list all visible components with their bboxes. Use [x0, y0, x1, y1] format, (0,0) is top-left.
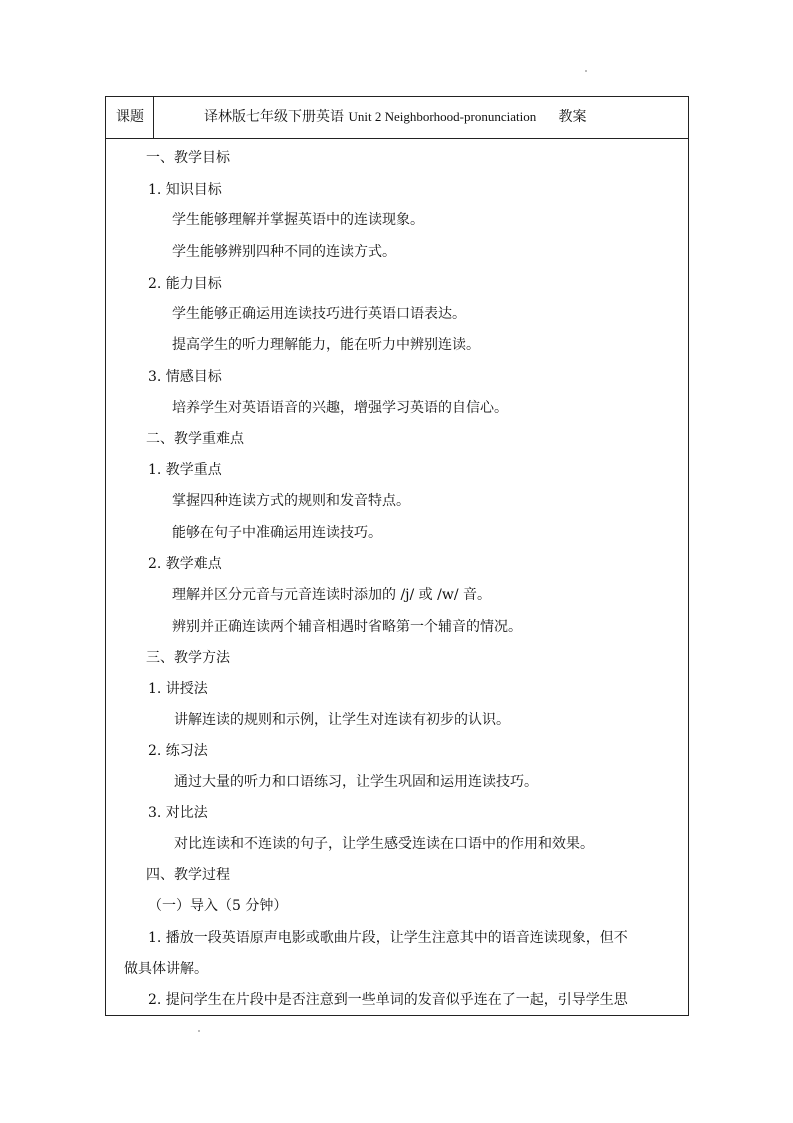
- title-latin: Unit 2 Neighborhood-pronunciation: [348, 109, 537, 124]
- title-cn-suffix: 教案: [558, 109, 587, 125]
- lesson-plan-table: [105, 96, 689, 1016]
- subsection-heading: 1. 教学重点: [148, 462, 222, 478]
- content-line: 学生能够正确运用连读技巧进行英语口语表达。: [172, 306, 466, 322]
- content-line: 理解并区分元音与元音连读时添加的 /j/ 或 /w/ 音。: [172, 587, 491, 603]
- subsection-heading: 2. 练习法: [148, 743, 208, 759]
- subsection-heading: 1. 知识目标: [148, 182, 222, 198]
- subsection-heading: 3. 情感目标: [148, 369, 222, 385]
- content-line: 学生能够辨别四种不同的连读方式。: [172, 244, 396, 260]
- lesson-body: [106, 139, 688, 1016]
- header-label: 课题: [116, 109, 144, 125]
- section-heading: 三、教学方法: [146, 650, 230, 666]
- content-line: 通过大量的听力和口语练习，让学生巩固和运用连读技巧。: [174, 774, 538, 790]
- section-heading: 一、教学目标: [146, 150, 230, 166]
- lesson-title: [204, 106, 586, 126]
- section-heading: 四、教学过程: [146, 867, 230, 883]
- stray-mark-bottom: [198, 1030, 200, 1032]
- subsection-heading: 3. 对比法: [148, 805, 208, 821]
- content-line: 培养学生对英语语音的兴趣，增强学习英语的自信心。: [172, 400, 508, 416]
- content-line: 学生能够理解并掌握英语中的连读现象。: [172, 212, 424, 228]
- subsection-heading: 1. 讲授法: [148, 681, 208, 697]
- paragraph-line: 2. 提问学生在片段中是否注意到一些单词的发音似乎连在了一起，引导学生思: [148, 992, 628, 1008]
- stray-mark-top: [585, 70, 587, 72]
- subsection-heading: 2. 教学难点: [148, 556, 222, 572]
- subsection-heading: 2. 能力目标: [148, 276, 222, 292]
- paragraph-line: 1. 播放一段英语原声电影或歌曲片段，让学生注意其中的语音连读现象，但不: [148, 930, 628, 946]
- header-label-cell: [106, 97, 154, 138]
- content-line: 讲解连读的规则和示例，让学生对连读有初步的认识。: [174, 712, 510, 728]
- paragraph-wrap-line: 做具体讲解。: [124, 961, 208, 977]
- content-line: 提高学生的听力理解能力，能在听力中辨别连读。: [172, 337, 480, 353]
- content-line: 能够在句子中准确运用连读技巧。: [172, 525, 382, 541]
- title-cn-prefix: 译林版七年级下册英语: [204, 109, 344, 125]
- subsection-heading: （一）导入（5 分钟）: [148, 898, 288, 914]
- content-line: 掌握四种连读方式的规则和发音特点。: [172, 493, 410, 509]
- content-line: 对比连读和不连读的句子，让学生感受连读在口语中的作用和效果。: [174, 836, 594, 852]
- header-row: [106, 97, 688, 139]
- content-line: 辨别并正确连读两个辅音相遇时省略第一个辅音的情况。: [172, 619, 522, 635]
- section-heading: 二、教学重难点: [146, 431, 244, 447]
